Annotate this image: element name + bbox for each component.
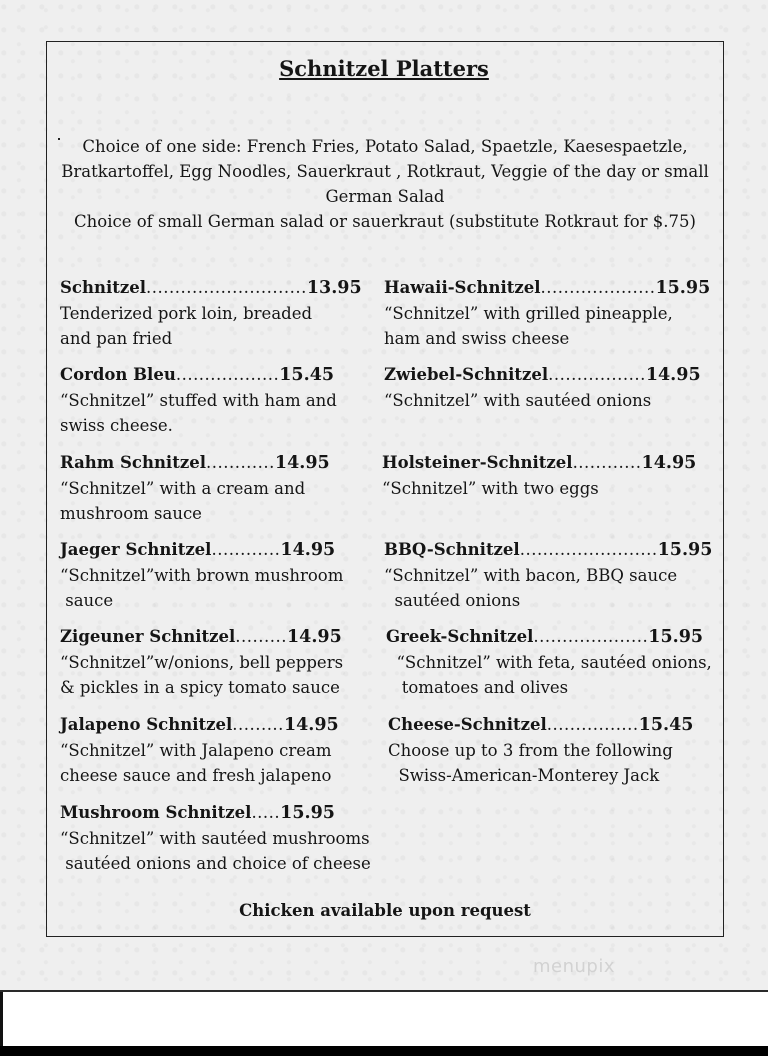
item-name: Mushroom Schnitzel bbox=[60, 803, 252, 822]
item-description: “Schnitzel” with sautéed onions bbox=[384, 391, 652, 410]
watermark-logo: menupix bbox=[533, 956, 616, 977]
item-price: 14.95 bbox=[283, 715, 339, 735]
item-price: 15.95 bbox=[655, 278, 711, 298]
item-name: Jaeger Schnitzel bbox=[60, 540, 212, 559]
item-name: Jalapeno Schnitzel bbox=[60, 715, 233, 734]
menu-item-cordon-bleu bbox=[60, 362, 337, 438]
item-price: 15.45 bbox=[279, 365, 335, 385]
item-description: “Schnitzel” stuffed with ham and bbox=[60, 391, 337, 410]
item-name: Greek-Schnitzel bbox=[386, 627, 534, 646]
menu-item-cheese-schnitzel bbox=[388, 712, 693, 788]
item-price: 15.95 bbox=[280, 803, 335, 823]
menu-item-mushroom-schnitzel bbox=[60, 800, 371, 876]
item-description: sauce bbox=[60, 591, 114, 610]
item-name: Hawaii-Schnitzel bbox=[384, 278, 541, 297]
item-description: “Schnitzel” with bacon, BBQ sauce bbox=[384, 566, 678, 585]
item-price: 13.95 bbox=[306, 278, 362, 298]
menu-item-hawaii-schnitzel bbox=[384, 275, 710, 351]
leader-dots: ......... bbox=[235, 627, 287, 646]
item-description: “Schnitzel” with sautéed mushrooms bbox=[60, 829, 370, 848]
menu-item-greek-schnitzel bbox=[386, 624, 712, 700]
menu-item-jalapeno-schnitzel bbox=[60, 712, 339, 788]
item-name: Schnitzel bbox=[60, 278, 146, 297]
item-description: tomatoes and olives bbox=[386, 678, 569, 697]
item-price: 14.95 bbox=[645, 365, 701, 385]
item-description: ham and swiss cheese bbox=[384, 329, 570, 348]
item-description: and pan fried bbox=[60, 329, 173, 348]
item-price: 15.45 bbox=[638, 715, 694, 735]
leader-dots: ............ bbox=[211, 540, 281, 559]
menu-item-schnitzel bbox=[60, 275, 362, 351]
item-description: Tenderized pork loin, breaded bbox=[60, 304, 313, 323]
leader-dots: .................... bbox=[533, 627, 649, 646]
leader-dots: ..... bbox=[251, 803, 281, 822]
item-description: & pickles in a spicy tomato sauce bbox=[60, 678, 340, 697]
item-price: 14.95 bbox=[274, 453, 330, 473]
item-name: BBQ-Schnitzel bbox=[384, 540, 520, 559]
menu-item-zwiebel-schnitzel bbox=[384, 362, 701, 413]
scan-bottom-edge bbox=[0, 1046, 768, 1056]
leader-dots: ......... bbox=[232, 715, 284, 734]
item-description: Choose up to 3 from the following bbox=[388, 741, 673, 760]
menu-item-holsteiner-schnitzel bbox=[382, 450, 696, 501]
item-price: 15.95 bbox=[648, 627, 704, 647]
item-name: Cordon Bleu bbox=[60, 365, 176, 384]
side-line: Choice of small German salad or sauerkraut (substitute Rotkraut for $.75) bbox=[74, 212, 696, 231]
menu-item-bbq-schnitzel bbox=[384, 537, 712, 613]
item-description: sautéed onions and choice of cheese bbox=[60, 854, 371, 873]
menu-item-jaeger-schnitzel bbox=[60, 537, 343, 613]
side-line: Bratkartoffel, Egg Noodles, Sauerkraut , Rotkraut, Veggie of the day or small bbox=[61, 162, 709, 181]
item-price: 15.95 bbox=[657, 540, 713, 560]
item-description: mushroom sauce bbox=[60, 504, 202, 523]
leader-dots: ............ bbox=[572, 453, 642, 472]
leader-dots: .................... bbox=[540, 278, 656, 297]
side-choices bbox=[46, 134, 724, 234]
item-description: “Schnitzel” with Jalapeno cream bbox=[60, 741, 332, 760]
side-line: German Salad bbox=[325, 187, 445, 206]
item-name: Rahm Schnitzel bbox=[60, 453, 206, 472]
menu-title: Schnitzel Platters bbox=[279, 56, 489, 81]
item-description: “Schnitzel” with two eggs bbox=[382, 479, 599, 498]
item-description: cheese sauce and fresh jalapeno bbox=[60, 766, 332, 785]
item-description: Swiss-American-Monterey Jack bbox=[388, 766, 660, 785]
menu-item-rahm-schnitzel bbox=[60, 450, 330, 526]
footer-note: Chicken available upon request bbox=[239, 901, 531, 920]
leader-dots: ................. bbox=[548, 365, 646, 384]
menu-item-zigeuner-schnitzel bbox=[60, 624, 343, 700]
item-description: sautéed onions bbox=[384, 591, 521, 610]
item-description: “Schnitzel”with brown mushroom bbox=[60, 566, 344, 585]
item-description: “Schnitzel”w/onions, bell peppers bbox=[60, 653, 344, 672]
item-description: swiss cheese. bbox=[60, 416, 173, 435]
item-price: 14.95 bbox=[286, 627, 342, 647]
item-name: Holsteiner-Schnitzel bbox=[382, 453, 573, 472]
item-description: “Schnitzel” with grilled pineapple, bbox=[384, 304, 673, 323]
leader-dots: ............ bbox=[205, 453, 275, 472]
item-price: 14.95 bbox=[641, 453, 697, 473]
item-description: “Schnitzel” with feta, sautéed onions, bbox=[386, 653, 712, 672]
item-name: Zwiebel-Schnitzel bbox=[384, 365, 549, 384]
leader-dots: ........................ bbox=[519, 540, 658, 559]
item-name: Zigeuner Schnitzel bbox=[60, 627, 236, 646]
leader-dots: ............................ bbox=[145, 278, 307, 297]
side-line: Choice of one side: French Fries, Potato Salad, Spaetzle, Kaesespaetzle, bbox=[82, 137, 688, 156]
leader-dots: ................ bbox=[546, 715, 639, 734]
item-price: 14.95 bbox=[280, 540, 336, 560]
leader-dots: .................. bbox=[175, 365, 280, 384]
item-name: Cheese-Schnitzel bbox=[388, 715, 547, 734]
item-description: “Schnitzel” with a cream and bbox=[60, 479, 306, 498]
